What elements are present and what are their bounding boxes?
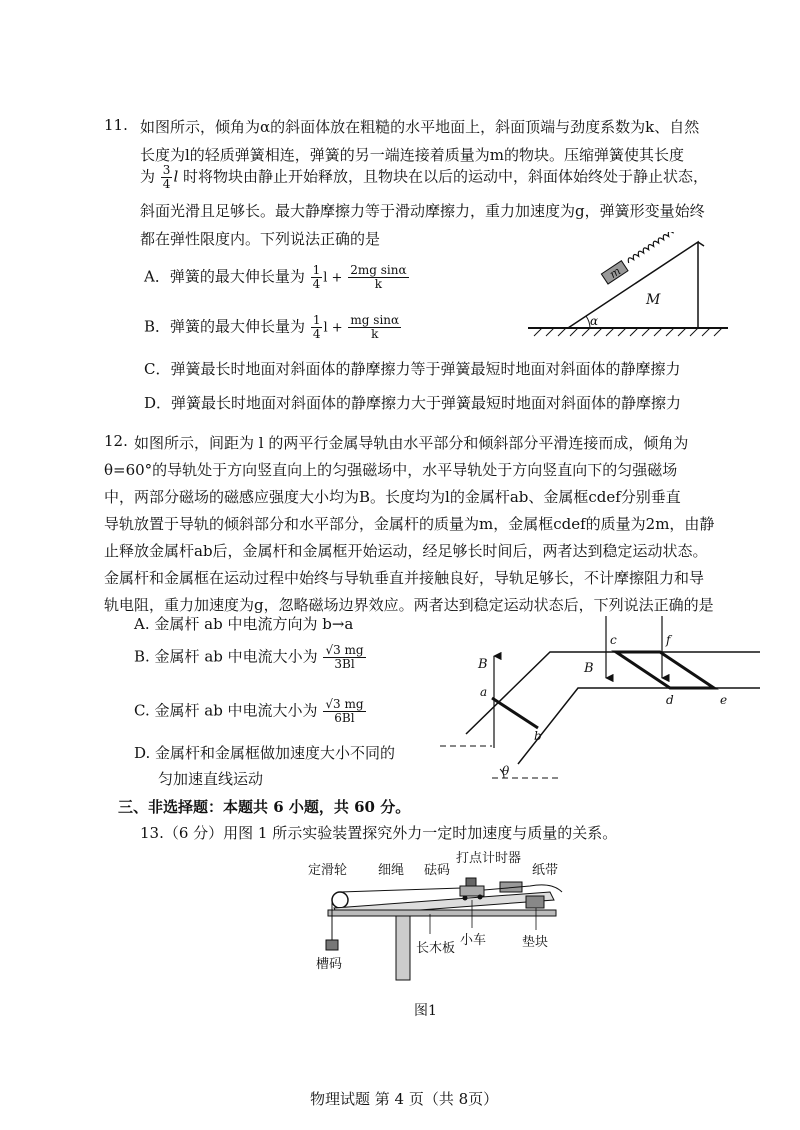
table-top bbox=[328, 910, 556, 916]
q11-number: 11. bbox=[104, 116, 128, 134]
q11-line-3-text: 时将物块由静止开始释放，且物块在以后的运动中，斜面体始终处于静止状态， bbox=[183, 167, 709, 186]
label-B-left: B bbox=[478, 657, 488, 672]
q12-line-1: 如图所示，间距为 l 的两平行金属导轨由水平部分和倾斜部分平滑连接而成，倾角为 bbox=[134, 434, 689, 452]
cart-wheel bbox=[463, 896, 468, 901]
q12-option-c bbox=[134, 698, 367, 725]
option-a-mid: l + bbox=[323, 270, 343, 286]
label-board: 长木板 bbox=[416, 941, 456, 956]
label-pad: 垫块 bbox=[522, 935, 549, 950]
cart-weight bbox=[466, 878, 476, 886]
label-timer: 打点计时器 bbox=[456, 851, 522, 866]
frame-cdef bbox=[616, 652, 714, 688]
q12-rails-figure bbox=[430, 612, 770, 792]
label-weight: 砝码 bbox=[424, 863, 451, 878]
q12-option-b bbox=[134, 644, 367, 671]
label-rope: 细绳 bbox=[378, 863, 405, 878]
option-b-text: B. 金属杆 ab 中电流大小为 bbox=[134, 647, 318, 666]
q12-option-a: A. 金属杆 ab 中电流方向为 b→a bbox=[134, 615, 354, 633]
q13-apparatus-figure bbox=[300, 848, 570, 998]
frac-num: √3 mg bbox=[325, 643, 364, 657]
label-f: f bbox=[666, 633, 671, 647]
frac-num: √3 mg bbox=[325, 697, 364, 711]
block-m bbox=[601, 261, 628, 285]
page-footer: 物理试题 第 4 页（共 8页） bbox=[310, 1090, 499, 1108]
q11-line-5: 都在弹性限度内。下列说法正确的是 bbox=[140, 230, 381, 248]
option-c-frac bbox=[323, 698, 365, 725]
q12-line-7: 轨电阻，重力加速度为g，忽略磁场边界效应。两者达到稳定运动状态后，下列说法正确的是 bbox=[104, 596, 714, 614]
q12-line-5: 止释放金属杆ab后，金属杆和金属框开始运动，经足够长时间后，两者达到稳定运动状态。 bbox=[104, 542, 708, 560]
q12-line-4: 导轨放置于导轨的倾斜部分和水平部分，金属杆的质量为m，金属框cdef的质量为2m，由静 bbox=[104, 515, 715, 533]
table-leg bbox=[396, 916, 410, 980]
wedge-label: M bbox=[646, 292, 661, 308]
pulley bbox=[332, 892, 348, 908]
q11-option-c: C．弹簧最长时地面对斜面体的静摩擦力等于弹簧最短时地面对斜面体的静摩擦力 bbox=[144, 360, 681, 378]
rope bbox=[340, 888, 462, 892]
label-e: e bbox=[720, 693, 728, 707]
cart bbox=[460, 886, 484, 896]
label-b: b bbox=[534, 729, 542, 743]
q11-line-4: 斜面光滑且足够长。最大静摩擦力等于滑动摩擦力，重力加速度为g，弹簧形变量始终 bbox=[140, 202, 705, 220]
q11-line-1: 如图所示，倾角为α的斜面体放在粗糙的水平地面上，斜面顶端与劲度系数为k、自然 bbox=[140, 118, 700, 136]
frac-den: k bbox=[374, 277, 383, 291]
q12-line-2: θ=60°的导轨处于方向竖直向上的匀强磁场中，水平导轨处于方向竖直向下的匀强磁场 bbox=[104, 461, 678, 479]
frac-den: 4 bbox=[312, 327, 321, 341]
block-label: m bbox=[607, 264, 624, 281]
option-b-mid: l + bbox=[323, 320, 343, 336]
frac-num: 1 bbox=[312, 313, 321, 327]
q11-option-a bbox=[144, 264, 410, 291]
option-b-frac bbox=[323, 644, 365, 671]
option-a-text: A．弹簧的最大伸长量为 bbox=[144, 267, 305, 286]
wedge bbox=[568, 242, 698, 328]
label-tape: 纸带 bbox=[532, 863, 559, 878]
label-pulley: 定滑轮 bbox=[308, 863, 348, 878]
rail-upper bbox=[466, 652, 760, 734]
frac-den: 4 bbox=[312, 277, 321, 291]
label-B-right: B bbox=[584, 661, 594, 676]
label-c: c bbox=[610, 633, 617, 647]
frac-den: 6Bl bbox=[334, 711, 355, 725]
spring bbox=[626, 232, 673, 263]
frac-num: 1 bbox=[312, 263, 321, 277]
angle-label: α bbox=[590, 314, 599, 328]
frac-den: 3Bl bbox=[334, 657, 355, 671]
hook-weight bbox=[326, 940, 338, 950]
q13-text: 13.（6 分）用图 1 所示实验装置探究外力一定时加速度与质量的关系。 bbox=[140, 824, 618, 842]
section-three-heading: 三、非选择题：本题共 6 小题，共 60 分。 bbox=[118, 798, 411, 816]
ground-hatching bbox=[534, 328, 722, 336]
label-d: d bbox=[666, 693, 674, 707]
q12-line-3: 中，两部分磁场的磁感应强度大小均为B。长度均为l的金属杆ab、金属框cdef分别垂直 bbox=[104, 488, 681, 506]
q11-option-b bbox=[144, 314, 402, 341]
q12-option-d-line-2: 匀加速直线运动 bbox=[158, 770, 264, 788]
option-a-frac-1 bbox=[311, 264, 323, 291]
q11-line-2: 长度为l的轻质弹簧相连，弹簧的另一端连接着质量为m的物块。压缩弹簧使其长度 bbox=[140, 146, 685, 164]
length-symbol: l bbox=[173, 167, 179, 186]
label-hook-weight: 槽码 bbox=[316, 957, 343, 972]
wedge-top-edge bbox=[698, 242, 704, 246]
figure-1-caption: 图1 bbox=[414, 1003, 437, 1019]
option-c-text: C. 金属杆 ab 中电流大小为 bbox=[134, 701, 318, 720]
option-b-text: B．弹簧的最大伸长量为 bbox=[144, 317, 306, 336]
q12-line-6: 金属杆和金属框在运动过程中始终与导轨垂直并接触良好，导轨足够长，不计摩擦阻力和导 bbox=[104, 569, 705, 587]
frac-den: 4 bbox=[162, 177, 171, 191]
theta-label: θ bbox=[502, 764, 510, 778]
rod-ab bbox=[492, 698, 538, 728]
frac-den: k bbox=[371, 327, 379, 341]
pad-block bbox=[526, 896, 544, 908]
frac-num: 2mg sinα bbox=[350, 263, 407, 277]
frac-num: mg sinα bbox=[350, 313, 400, 327]
q11-incline-figure bbox=[528, 232, 728, 342]
frac-num: 3 bbox=[162, 163, 171, 177]
label-a: a bbox=[480, 685, 488, 699]
option-b-frac-2 bbox=[348, 314, 401, 341]
paper-tape bbox=[484, 885, 562, 892]
q11-line-3-prefix: 为 bbox=[140, 167, 156, 186]
q12-option-d-line-1: D. 金属杆和金属框做加速度大小不同的 bbox=[134, 744, 396, 762]
q11-line-3 bbox=[140, 164, 708, 191]
fraction-three-quarters bbox=[161, 164, 173, 191]
option-a-frac-2 bbox=[348, 264, 408, 291]
q11-option-d: D．弹簧最长时地面对斜面体的静摩擦力大于弹簧最短时地面对斜面体的静摩擦力 bbox=[144, 394, 682, 412]
cart-wheel bbox=[478, 895, 483, 900]
option-b-frac-1 bbox=[311, 314, 323, 341]
label-cart: 小车 bbox=[460, 933, 487, 948]
q12-number: 12. bbox=[104, 432, 128, 450]
